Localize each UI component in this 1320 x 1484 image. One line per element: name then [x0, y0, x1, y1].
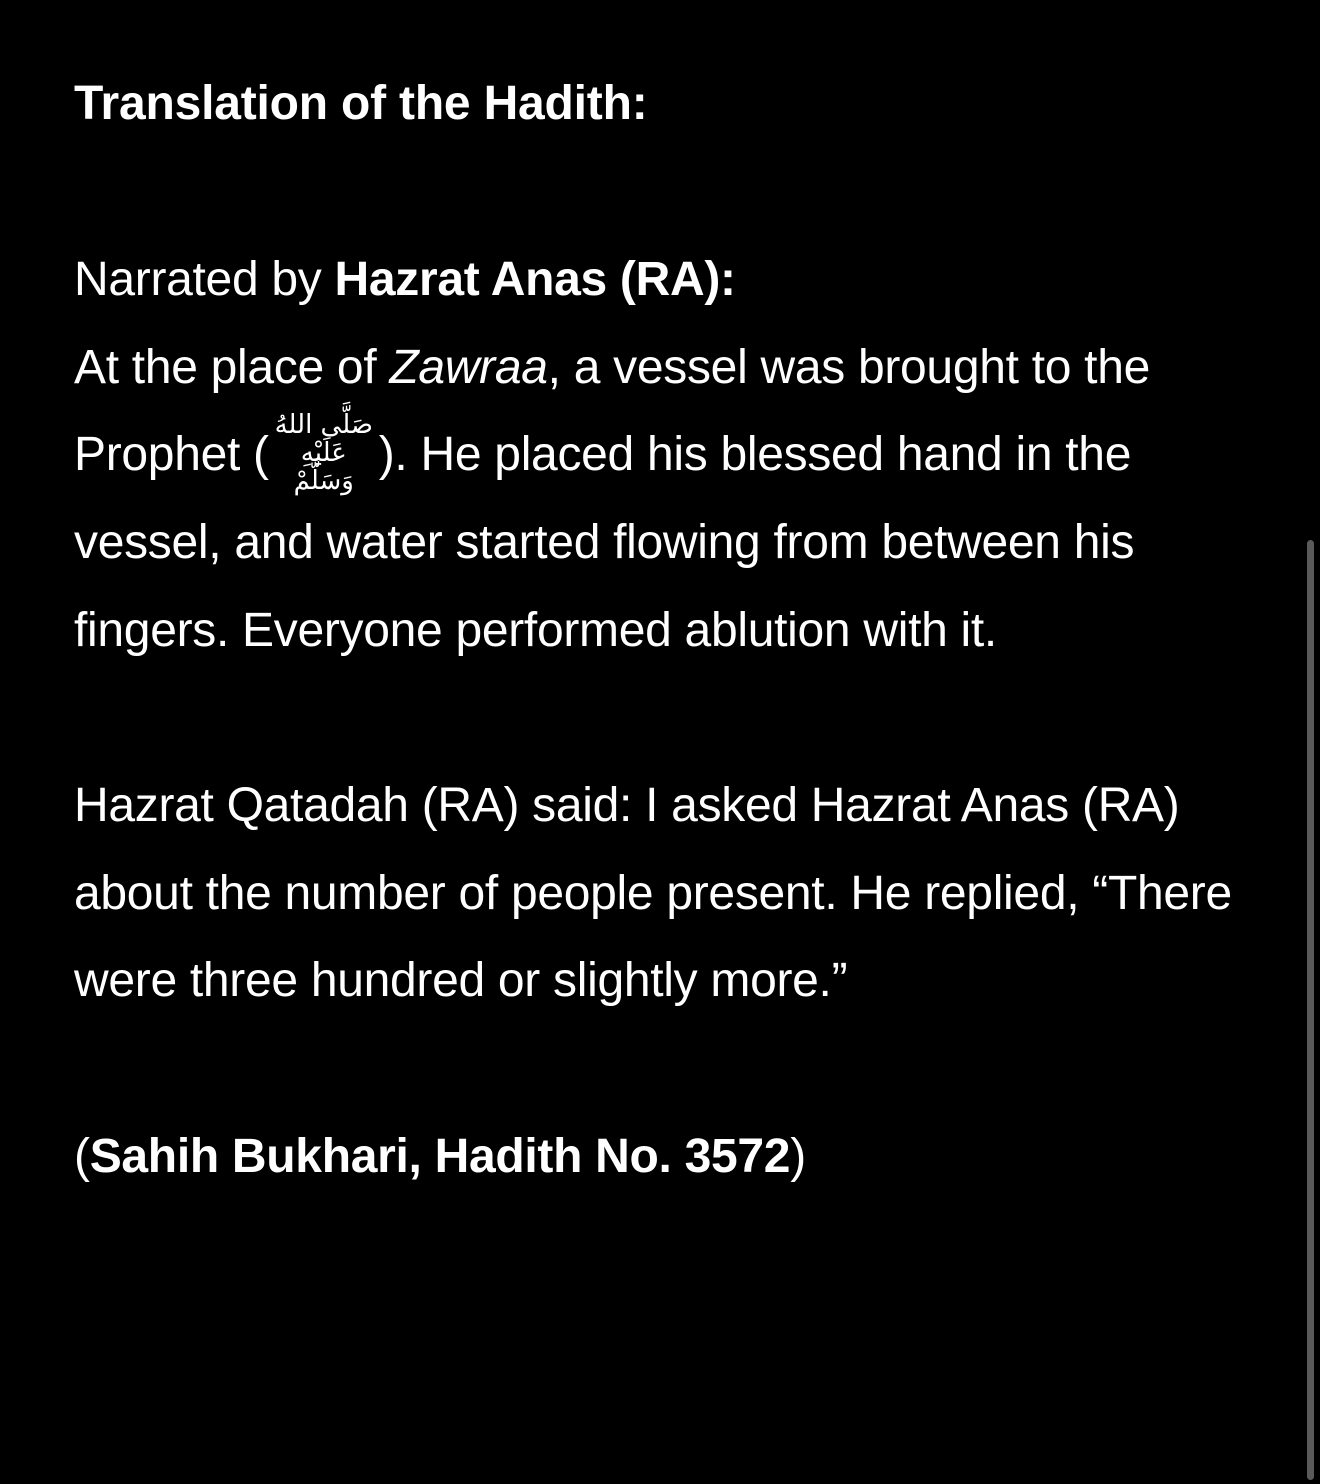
citation-source: Sahih Bukhari, Hadith No. 3572 [89, 1129, 791, 1183]
narration-line [74, 236, 1254, 324]
vertical-scrollbar[interactable] [1307, 540, 1314, 1480]
story-part-1: At the place of [74, 340, 390, 394]
story-part-3: ). He placed his blessed hand in the vessel, and water started flowing from between his fingers. Everyone performed ablution with it. [74, 428, 1135, 657]
story-part-2: , a vessel was brought to the Prophet ( [74, 340, 1150, 481]
spacer [74, 674, 1254, 762]
document-body [74, 60, 1254, 1201]
spacer [74, 1025, 1254, 1113]
citation [74, 1113, 1254, 1201]
citation-open: ( [74, 1129, 90, 1183]
narrator-name: Hazrat Anas (RA): [334, 253, 736, 306]
spacer [74, 148, 1254, 236]
qatadah-paragraph: Hazrat Qatadah (RA) said: I asked Hazrat Anas (RA) about the number of people present. He replied, “There were three hundred or slightly more.” [74, 779, 1232, 1008]
honorific-calligraphy: صَلَّى اللهُ عَلَيْهِ وَسَلَّمْ [274, 410, 373, 497]
citation-close: ) [790, 1129, 806, 1183]
hadith-story [74, 324, 1254, 675]
page-title: Translation of the Hadith: [74, 77, 648, 130]
place-name: Zawraa [389, 340, 548, 394]
narration-prefix: Narrated by [74, 253, 335, 306]
